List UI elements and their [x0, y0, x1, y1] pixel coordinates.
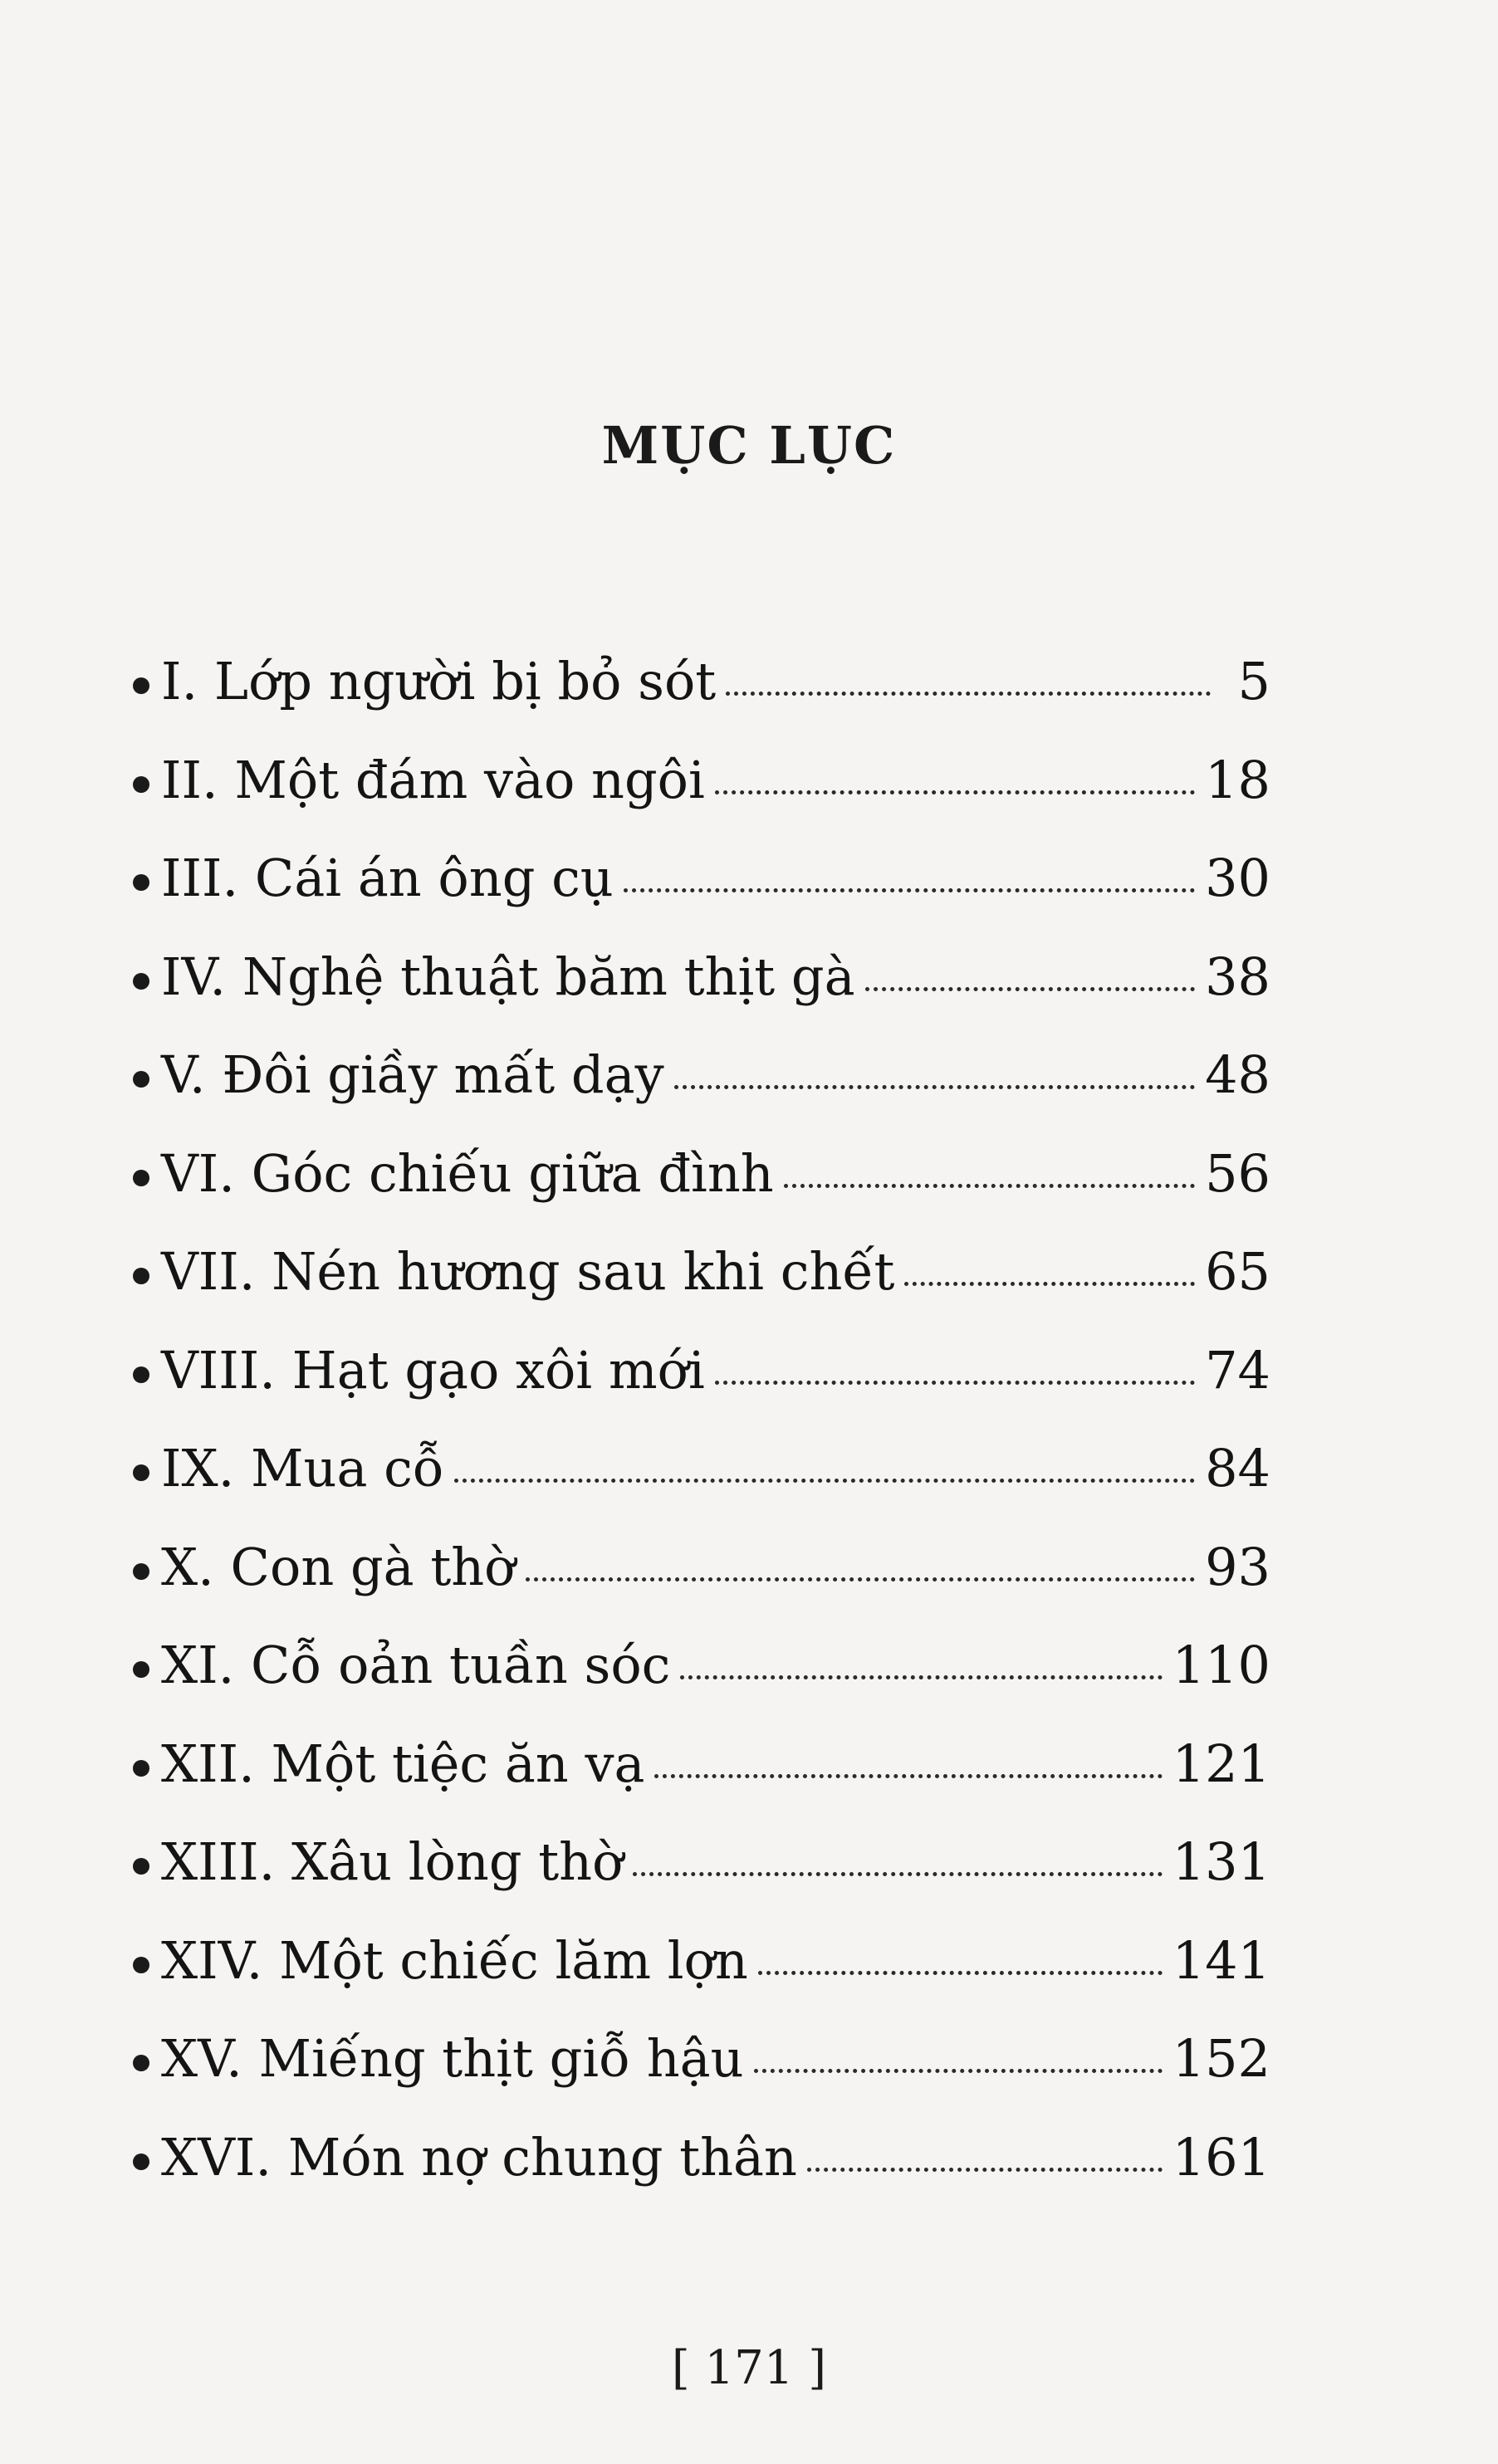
- toc-entry-title: VIII. Hạt gạo xôi mới: [161, 1339, 705, 1401]
- bullet-icon: [133, 1268, 149, 1284]
- toc-entry-title: II. Một đám vào ngôi: [161, 749, 705, 810]
- toc-entry-page: 18: [1205, 749, 1270, 810]
- toc-entry-title: VI. Góc chiếu giữa đình: [161, 1142, 774, 1204]
- toc-entry: [133, 1339, 1270, 1444]
- bullet-icon: [133, 677, 149, 694]
- dot-leader: [715, 790, 1195, 794]
- toc-entry-page: 38: [1205, 946, 1270, 1007]
- toc-entry-title: XIII. Xâu lòng thờ: [161, 1831, 624, 1892]
- toc-entry-page: 161: [1172, 2126, 1270, 2188]
- bullet-icon: [133, 776, 149, 793]
- toc-entry-page: 5: [1237, 651, 1270, 711]
- toc-entry-page: 131: [1172, 1831, 1270, 1892]
- toc-entry-title: X. Con gà thờ: [161, 1536, 516, 1597]
- bullet-icon: [133, 2055, 149, 2071]
- dot-leader: [624, 888, 1195, 892]
- toc-entry-page: 121: [1172, 1733, 1270, 1794]
- toc-entry-title: I. Lớp người bị bỏ sót: [161, 651, 717, 711]
- dot-leader: [680, 1675, 1162, 1679]
- bullet-icon: [133, 1661, 149, 1678]
- toc-entry: [133, 749, 1270, 853]
- toc-entry: [133, 1733, 1270, 1837]
- toc-entry: [133, 1044, 1270, 1148]
- toc-entry-page: 74: [1205, 1339, 1270, 1401]
- dot-leader: [654, 1774, 1162, 1778]
- dot-leader: [865, 987, 1196, 991]
- dot-leader: [726, 692, 1211, 696]
- toc-entry: [133, 1536, 1270, 1640]
- toc-entry-page: 141: [1172, 1929, 1270, 1991]
- bullet-icon: [133, 1563, 149, 1580]
- toc-entry-title: XIV. Một chiếc lăm lợn: [161, 1929, 748, 1991]
- toc-entry-title: XI. Cỗ oản tuần sóc: [161, 1635, 671, 1695]
- dot-leader: [754, 2069, 1163, 2073]
- toc-entry-title: IV. Nghệ thuật băm thịt gà: [161, 946, 855, 1007]
- bullet-icon: [133, 973, 149, 990]
- dot-leader: [715, 1381, 1195, 1385]
- dot-leader: [807, 2168, 1163, 2172]
- toc-entry: [133, 2126, 1270, 2231]
- table-of-contents: [133, 651, 1270, 2230]
- dot-leader: [633, 1872, 1162, 1876]
- toc-entry: [133, 1635, 1270, 1738]
- dot-leader: [674, 1085, 1196, 1089]
- page-number: [ 171 ]: [671, 2341, 827, 2395]
- bullet-icon: [133, 1957, 149, 1973]
- bullet-icon: [133, 1071, 149, 1088]
- toc-entry: [133, 2028, 1270, 2132]
- toc-entry-page: 93: [1205, 1536, 1270, 1597]
- bullet-icon: [133, 2154, 149, 2170]
- toc-entry: [133, 848, 1270, 951]
- toc-entry: [133, 1438, 1270, 1542]
- toc-entry-title: XV. Miếng thịt giỗ hậu: [161, 2028, 744, 2089]
- toc-entry: [133, 1831, 1270, 1935]
- toc-entry-page: 65: [1205, 1241, 1270, 1302]
- toc-entry-page: 48: [1205, 1044, 1270, 1105]
- page-title: MỤC LỤC: [601, 415, 897, 476]
- toc-entry-title: XII. Một tiệc ăn vạ: [161, 1733, 645, 1794]
- bullet-icon: [133, 1858, 149, 1875]
- dot-leader: [526, 1577, 1196, 1582]
- bullet-icon: [133, 1366, 149, 1383]
- bullet-icon: [133, 1464, 149, 1481]
- toc-entry: [133, 1142, 1270, 1247]
- toc-entry: [133, 1929, 1270, 2034]
- toc-entry-title: IX. Mua cỗ: [161, 1438, 444, 1498]
- bullet-icon: [133, 874, 149, 891]
- dot-leader: [784, 1184, 1195, 1188]
- dot-leader: [454, 1479, 1195, 1483]
- toc-entry-page: 110: [1172, 1635, 1270, 1695]
- bullet-icon: [133, 1760, 149, 1777]
- toc-entry: [133, 946, 1270, 1050]
- toc-entry-title: VII. Nén hương sau khi chết: [161, 1241, 895, 1302]
- dot-leader: [904, 1282, 1195, 1286]
- toc-entry-page: 84: [1205, 1438, 1270, 1498]
- toc-entry-page: 152: [1172, 2028, 1270, 2089]
- toc-entry-page: 56: [1205, 1142, 1270, 1204]
- toc-entry-title: V. Đôi giầy mất dạy: [161, 1044, 664, 1105]
- toc-entry: [133, 1241, 1270, 1345]
- toc-entry: [133, 651, 1270, 755]
- toc-entry-title: XVI. Món nợ chung thân: [161, 2126, 797, 2188]
- toc-entry-page: 30: [1205, 848, 1270, 908]
- toc-entry-title: III. Cái án ông cụ: [161, 848, 614, 908]
- bullet-icon: [133, 1170, 149, 1186]
- dot-leader: [758, 1971, 1163, 1975]
